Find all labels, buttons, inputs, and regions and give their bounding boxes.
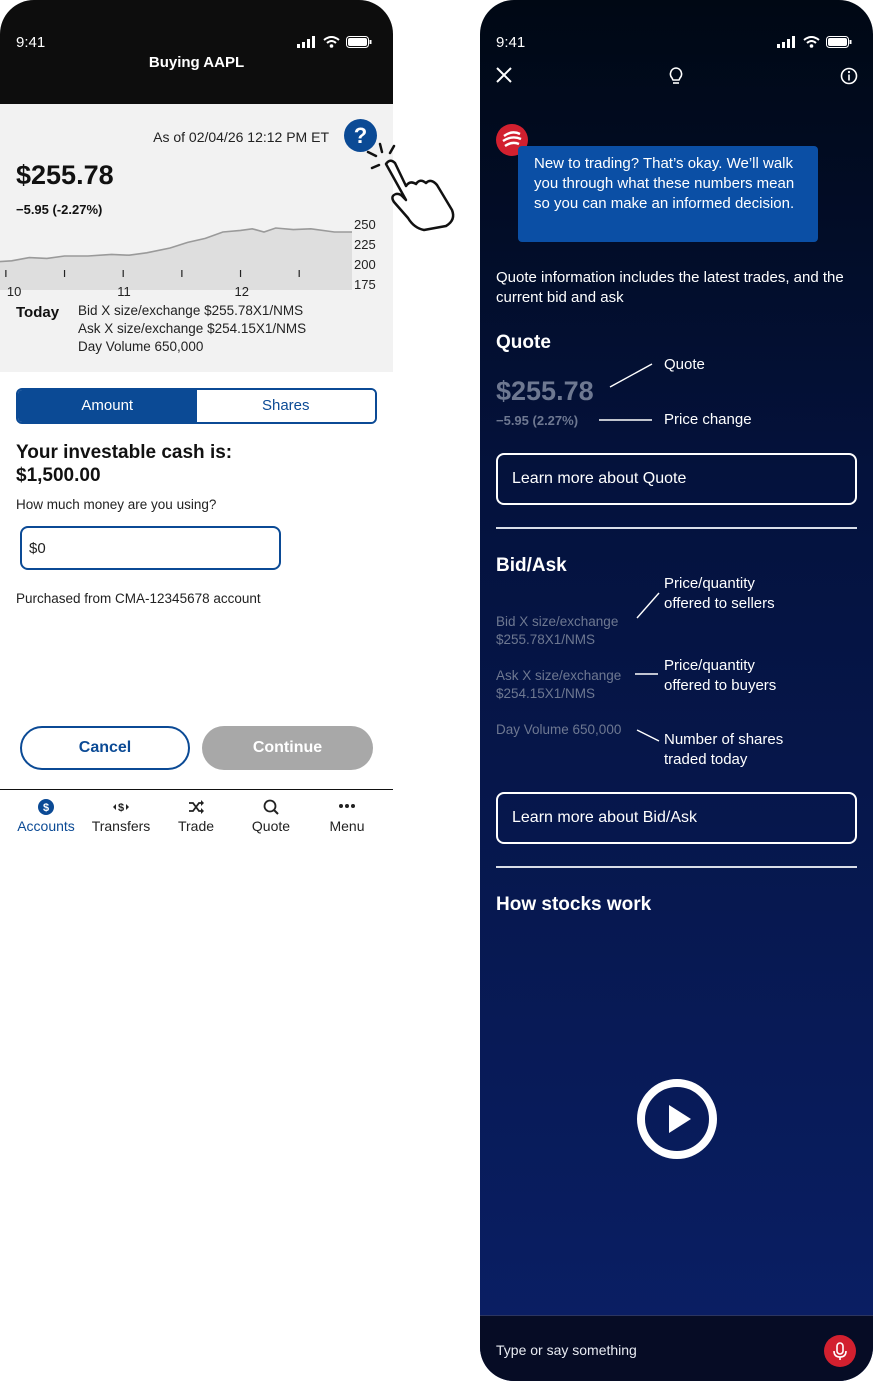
learn-more-bidask-button[interactable]: Learn more about Bid/Ask [496,792,857,844]
nav-label: Transfers [91,818,151,834]
price-change-annotation: Price change [664,411,752,428]
nav-label: Accounts [17,818,75,834]
ask-value: $254.15X1/NMS [496,686,596,701]
day-volume: Day Volume 650,000 [78,339,204,354]
nav-label: Quote [251,818,291,834]
dollar-circle-icon [37,796,55,818]
example-price: $255.78 [496,376,594,406]
wifi-icon [323,36,340,48]
bid-annotation-line2: offered to sellers [664,595,775,612]
nav-label: Menu [329,818,365,834]
bid-line: Bid X size/exchange $255.78X1/NMS [78,303,304,318]
quote-section-title: Quote [496,332,551,353]
search-icon [262,796,280,818]
nav-accounts[interactable] [7,796,85,834]
chart-area [0,228,352,290]
chat-input[interactable]: Type or say something [496,1342,637,1358]
play-icon [645,1087,709,1151]
amount-shares-toggle [16,388,377,424]
account-source: Purchased from CMA-12345678 account [16,591,261,606]
status-time: 9:41 [16,34,46,51]
x-tick-label: 12 [234,284,250,299]
nav-menu[interactable] [308,796,386,834]
battery-icon [346,36,372,48]
app-header [0,0,393,104]
buy-screen [0,0,393,1381]
chat-input-bar[interactable] [480,1315,873,1381]
bid-value: $255.78X1/NMS [496,632,596,647]
nav-quote[interactable] [232,796,310,834]
x-tick-label: 10 [6,284,22,299]
amount-question: How much money are you using? [16,497,217,512]
volume-annotation-line1: Number of shares [664,731,784,748]
svg-text:$: $ [42,802,50,814]
nav-transfers[interactable] [82,796,160,834]
intro-text: Quote information includes the latest trades, and the current bid and ask [496,269,844,306]
bidask-section-title: Bid/Ask [496,555,567,576]
cancel-button[interactable]: Cancel [20,726,190,770]
ask-label: Ask X size/exchange [496,668,622,683]
day-volume: Day Volume 650,000 [496,722,622,737]
more-dots-icon [338,796,356,818]
bid-label: Bid X size/exchange [496,614,619,629]
shuffle-icon [187,796,205,818]
ask-annotation-line2: offered to buyers [664,677,777,694]
assistant-message: New to trading? That’s okay. We’ll walk you through what these numbers mean so you can make an informed decision. [518,146,818,242]
continue-button[interactable]: Continue [202,726,373,770]
volume-annotation-line2: traded today [664,751,748,768]
bid-annotation-line1: Price/quantity [664,575,755,592]
microphone-icon [824,1335,856,1367]
video-title: How stocks work [496,894,652,915]
ask-line: Ask X size/exchange $254.15X1/NMS [78,321,307,336]
status-time: 9:41 [496,34,526,51]
svg-text:$: $ [117,802,125,814]
tab-amount[interactable]: Amount [18,390,197,422]
microphone-button[interactable] [824,1335,856,1367]
stock-price: $255.78 [16,160,114,190]
learn-more-quote-button[interactable]: Learn more about Quote [496,453,857,505]
cellular-signal-icon [297,36,317,48]
quote-panel [0,104,393,372]
x-tick-label: 11 [117,284,131,299]
quote-annotation: Quote [664,356,705,373]
annotation-leader-lines [480,0,873,800]
y-tick-label: 250 [354,217,376,232]
nav-trade[interactable] [157,796,235,834]
help-button[interactable]: ? [344,119,377,152]
investable-cash-value: $1,500.00 [16,465,101,486]
ask-annotation-line1: Price/quantity [664,657,755,674]
education-screen [480,0,873,1381]
amount-input[interactable] [20,526,281,570]
nav-label: Trade [177,818,215,834]
investable-cash-label: Your investable cash is: [16,442,233,463]
transfer-icon [112,796,130,818]
y-tick-label: 200 [354,257,376,272]
price-chart [0,208,393,304]
page-title: Buying AAPL [148,54,245,71]
today-label: Today [16,304,60,321]
nav-divider [0,789,393,790]
y-tick-label: 175 [354,277,376,292]
y-tick-label: 225 [354,237,376,252]
play-video-button[interactable] [637,1079,717,1159]
pointing-hand-icon [366,140,458,232]
tab-shares[interactable]: Shares [197,390,376,422]
example-price-change: −5.95 (2.27%) [496,413,579,428]
quote-timestamp: As of 02/04/26 12:12 PM ET [153,129,329,145]
section-divider [496,866,857,868]
price-change: −5.95 (-2.27%) [16,202,103,217]
